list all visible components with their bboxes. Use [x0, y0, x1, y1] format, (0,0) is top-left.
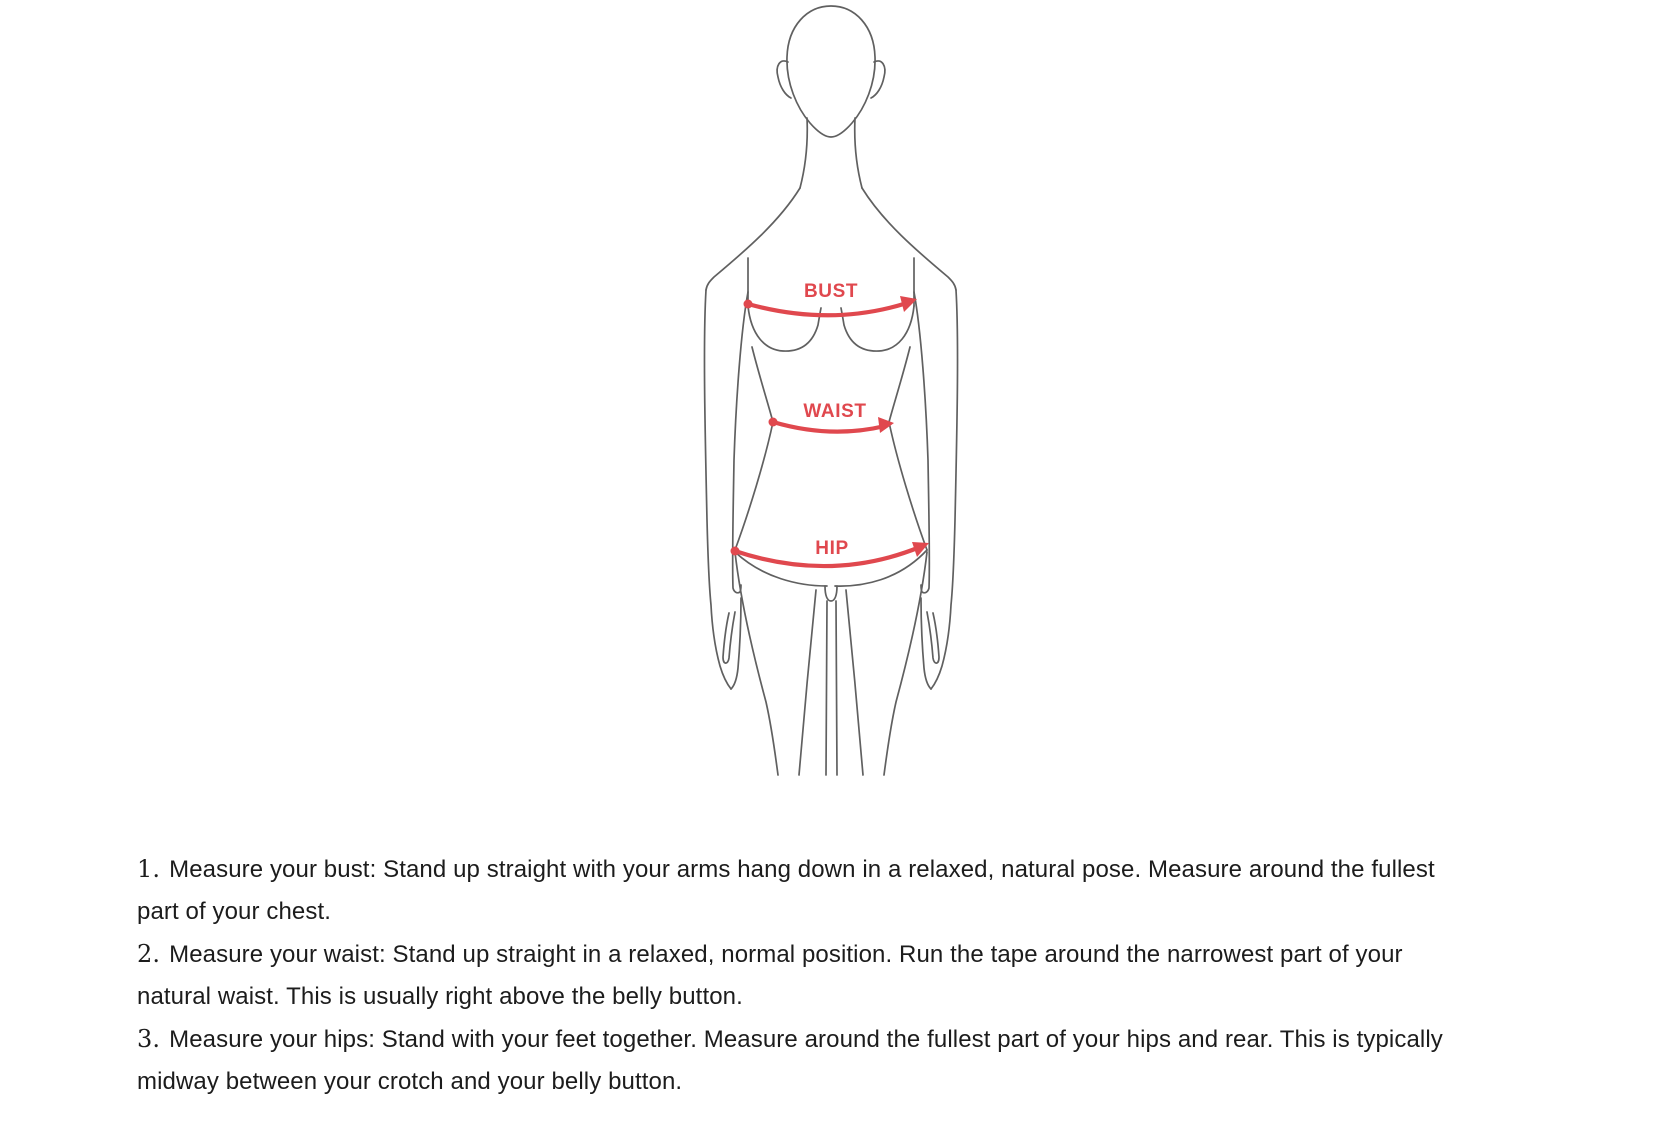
body-outline-figure — [704, 6, 957, 775]
bust-arrow — [748, 303, 907, 315]
torso-right — [889, 347, 910, 422]
instruction-text-line: Measure your waist: Stand up straight in a relaxed, normal position. Run the tape around the narrowest part of your — [169, 941, 1403, 968]
instruction-item-hips — [137, 1018, 1617, 1103]
waist-label: WAIST — [803, 401, 867, 422]
crotch-curve — [825, 586, 837, 601]
left-hand-fingers — [731, 598, 741, 689]
shoulder-left — [706, 188, 800, 290]
right-hand-fingers — [921, 598, 931, 689]
right-arm-outer — [931, 290, 958, 689]
hip-flare-left — [735, 422, 773, 550]
instruction-text-line: part of your chest. — [137, 898, 331, 925]
neck-right — [855, 118, 862, 188]
bust-arrow-start-dot — [744, 300, 753, 309]
pelvis-curve-right — [835, 550, 927, 586]
body-measurement-diagram — [661, 0, 1001, 780]
measurement-arrows — [731, 296, 930, 566]
shoulder-right — [862, 188, 956, 290]
hip-label: HIP — [815, 538, 849, 559]
instruction-text-line: Measure your hips: Stand with your feet together. Measure around the fullest part of your hips and rear. This is typically — [169, 1026, 1443, 1053]
hip-flare-right — [889, 422, 927, 550]
instruction-number: 1. — [137, 855, 161, 883]
leg-gap-right — [836, 601, 837, 775]
instruction-item-bust — [137, 848, 1617, 933]
hip-arrow-start-dot — [731, 547, 740, 556]
waist-arrow-start-dot — [769, 418, 778, 427]
neck-left — [800, 118, 807, 188]
instruction-number: 3. — [137, 1025, 161, 1053]
instruction-text-line: midway between your crotch and your belly button. — [137, 1068, 683, 1095]
head-outline — [787, 6, 875, 137]
left-arm-outer — [704, 290, 731, 689]
thigh-inner-left — [799, 590, 816, 775]
measurement-instructions — [137, 848, 1617, 1103]
right-thumb — [927, 612, 939, 663]
waist-arrow — [773, 422, 885, 432]
left-thumb — [723, 612, 735, 663]
leg-gap-left — [826, 601, 827, 775]
instruction-item-waist — [137, 933, 1617, 1018]
instruction-text-line: natural waist. This is usually right above the belly button. — [137, 983, 743, 1010]
instruction-number: 2. — [137, 940, 161, 968]
bust-label: BUST — [803, 281, 859, 302]
instruction-text-line: Measure your bust: Stand up straight with your arms hang down in a relaxed, natural pose. Measure around the fullest — [169, 856, 1435, 883]
thigh-inner-right — [846, 590, 863, 775]
torso-left — [752, 347, 773, 422]
